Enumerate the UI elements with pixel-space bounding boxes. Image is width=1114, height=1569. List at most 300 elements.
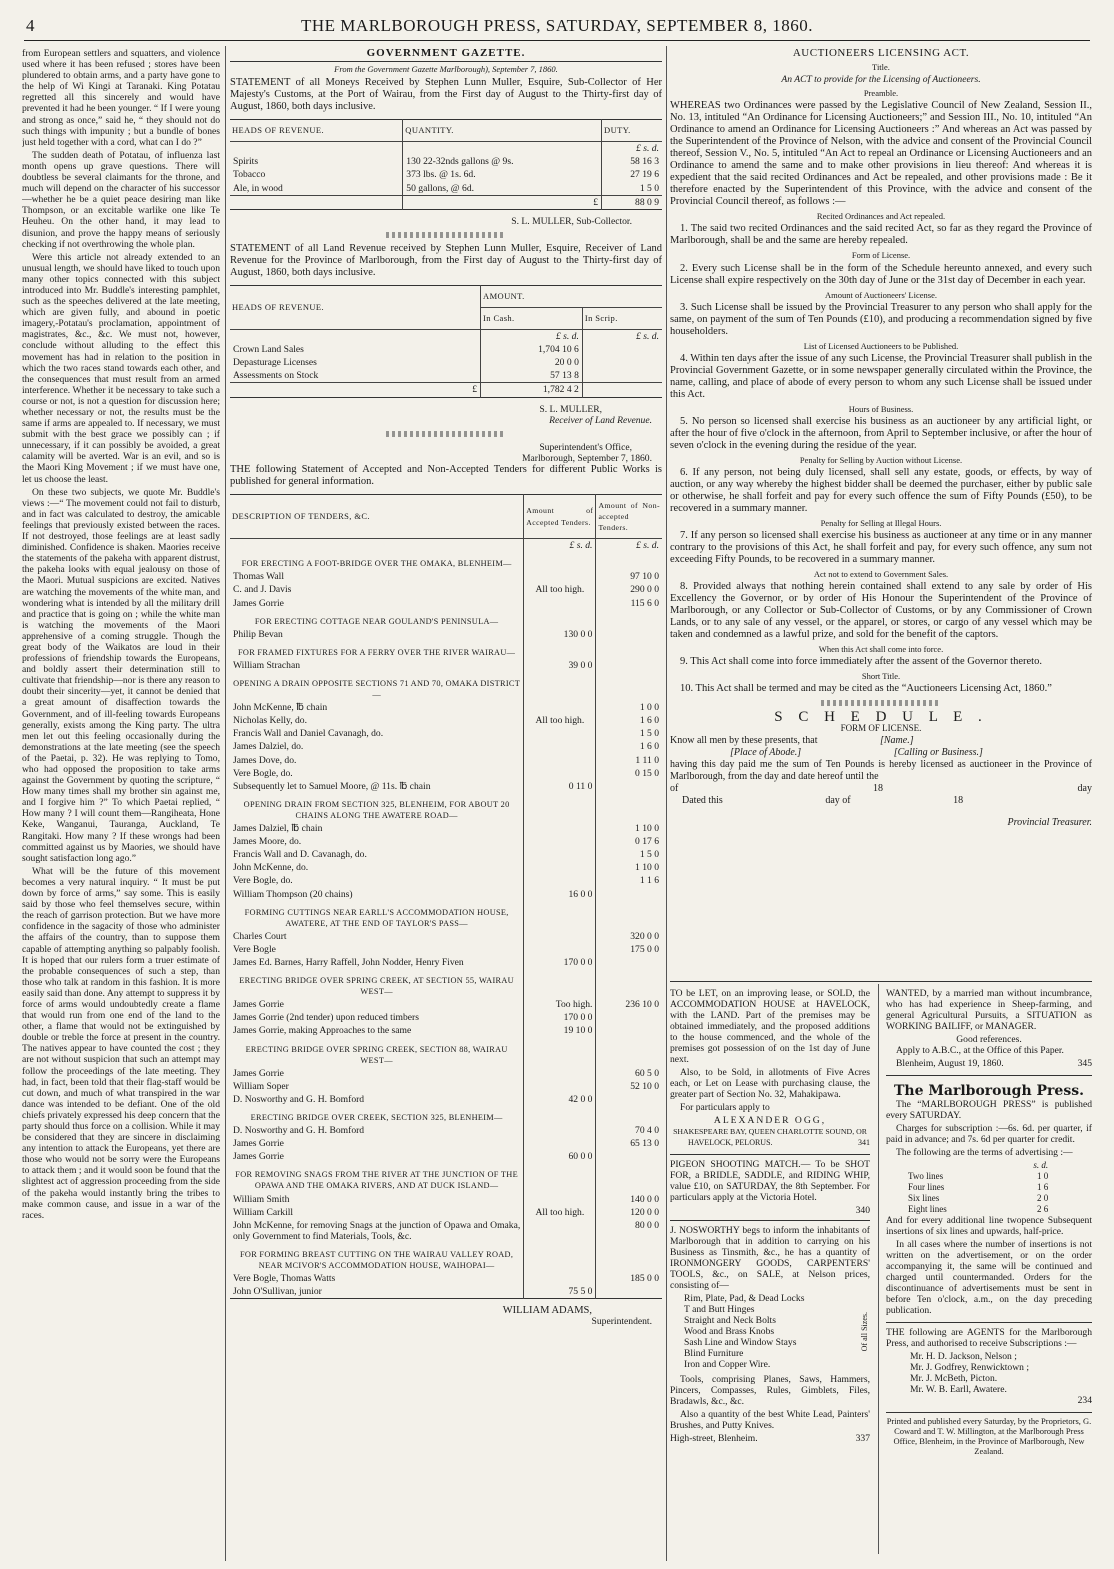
nonaccepted-cell: [596, 793, 662, 822]
nonaccepted-cell: 1 6 0: [596, 740, 662, 753]
nonaccepted-cell: [596, 969, 662, 998]
revenue-head: Ale, in wood: [233, 182, 283, 194]
nonaccepted-cell: [596, 1024, 662, 1037]
tender-section-title: FOR ERECTING COTTAGE NEAR GOULAND'S PENINSULA—: [254, 616, 499, 626]
tender-row: [230, 1024, 662, 1037]
rate-row: [906, 1204, 1050, 1215]
rate-lines: Four lines: [908, 1182, 945, 1192]
revenue-head: Spirits: [233, 156, 259, 168]
act-section: 6. If any person, not being duly licensed, shall sell any estate, goods, or effects, by way of auction, or any way whereby the highest bidder shall be deemed the purchaser, either by public sale or otherwise, he shall forfeit and pay for every such offence the sum of Fifty Pounds (£50), to be recovered in a summary manner.: [670, 466, 1092, 514]
ad-number: 345: [1077, 1058, 1092, 1069]
section-label: Form of License.: [851, 250, 911, 261]
press-notice-text: Charges for subscription :—6s. 6d. per quarter, if paid in advance; and 7s. 6d per quarter for credit.: [886, 1123, 1092, 1145]
accepted-cell: [524, 822, 596, 835]
nonaccepted-cell: 0 17 6: [596, 835, 662, 848]
nonaccepted-cell: [596, 1285, 662, 1299]
tender-section-title: OPENING A DRAIN OPPOSITE SECTIONS 71 AND 70, OMAKA DISTRICT—: [233, 679, 521, 700]
ads-rule: [670, 981, 1092, 982]
tenderer-name: Nicholas Kelly, do.: [233, 715, 307, 727]
tenderer-name: James Gorrie: [233, 1067, 284, 1079]
column-rule: [878, 984, 879, 1554]
license-text: day: [1077, 782, 1092, 794]
nonaccepted-cell: 1 6 0: [596, 714, 662, 727]
rate-price: 2 6: [1036, 1204, 1049, 1214]
tender-row: [230, 1093, 662, 1106]
tender-row: [230, 754, 662, 767]
goods-item: Straight and Neck Bolts: [684, 1315, 776, 1326]
article-paragraph: The sudden death of Potatau, of influenza last month opens up grave questions. There will doubtless be several claimants for the throne, and much will depend on the character of his successor—whether he be a quiet peace desiring man like Thompson, or an excitable warlike one like Te Heuheu. On the other hand, it may lead to disunion, and prove the happy means of seriously checking if not overthrowing the whole plan.: [22, 149, 220, 250]
tender-row: [230, 1067, 662, 1080]
nonaccepted-cell: 52 10 0: [596, 1080, 662, 1093]
tender-row: [230, 628, 662, 641]
tender-section-row: [230, 793, 662, 822]
rate-row: [906, 1182, 1050, 1193]
tender-section-title: FOR FRAMED FIXTURES FOR A FERRY OVER THE RIVER WAIRAU—: [238, 647, 516, 657]
article-paragraph: from European settlers and squatters, and violence used where it has been refused ; stores have been plundered to obtain arms, and a party have gone to the help of Wi Kingi at Taranaki. King Potatau regretted all this sincerely and would have prevented it had he been younger. “ If I were young and strong as once,” said he, “ they should not do such things with impunity ; but a bundle of bones just held together with a cord, what can I do ?”: [22, 48, 220, 148]
act-title: AUCTIONEERS LICENSING ACT.: [792, 48, 970, 59]
tender-section-title: ERECTING BRIDGE OVER SPRING CREEK, AT SECTION 55, WAIRAU WEST—: [239, 976, 514, 997]
revenue-head: Assessments on Stock: [233, 370, 319, 382]
nonaccepted-cell: 320 0 0: [596, 930, 662, 943]
table-row: [230, 155, 662, 168]
advertiser-address: SHAKESPEARE BAY, QUEEN CHARLOTTE SOUND, OR: [673, 1127, 867, 1136]
nonaccepted-cell: [596, 1093, 662, 1106]
accepted-cell: [524, 610, 596, 628]
tenderer-name: John McKenne, do.: [233, 862, 309, 874]
gazette-source: From the Government Gazette Marlborough), September 7, 1860.: [334, 64, 558, 75]
gazette-heading: GOVERNMENT GAZETTE.: [230, 48, 662, 62]
accepted-cell: 170 0 0: [524, 1011, 596, 1024]
nosworthy-ad: [670, 1220, 870, 1444]
currency-units: £ s. d.: [582, 330, 662, 344]
act-section: 10. This Act shall be termed and may be cited as the “Auctioneers Licensing Act, 1860.”: [680, 683, 1052, 695]
tender-row: [230, 998, 662, 1011]
land-total: 1,782 4 2: [481, 383, 583, 397]
tenderer-name: Subsequently let to Samuel Moore, @ 11s. ℔ chain: [233, 780, 431, 792]
accepted-cell: 0 11 0: [524, 780, 596, 793]
nonaccepted-cell: [596, 610, 662, 628]
page-number: 4: [26, 16, 35, 35]
tender-row: [230, 780, 662, 793]
act-section: 1. The said two recited Ordinances and the said recited Act, so far as they regard the Province of Marlborough, shall be and the same are hereby repealed.: [670, 223, 1092, 247]
tender-row: [230, 767, 662, 780]
accepted-cell: [524, 1163, 596, 1192]
tenderer-name: Vere Bogle, do.: [233, 767, 293, 779]
scrip-cell: [582, 369, 662, 383]
currency-units: £ s. d.: [602, 142, 662, 156]
act-sections: [670, 211, 1092, 695]
nonaccepted-cell: [596, 901, 662, 930]
tender-row: [230, 583, 662, 596]
pigeon-ad-text: PIGEON SHOOTING MATCH.— To be SHOT FOR, a BRIDLE, SADDLE, and RIDING WHIP, value £10, on SATURDAY, the 8th September. For particulars apply at the Victoria Hotel.: [670, 1159, 870, 1203]
quantity-cell: 50 gallons, @ 6d.: [403, 182, 602, 196]
rate-price: 1 0: [1036, 1171, 1049, 1181]
cash-cell: 57 13 8: [481, 369, 583, 383]
license-text: of: [670, 782, 679, 794]
ads-right-column: [886, 988, 1092, 1456]
tender-note: All too high.: [524, 714, 596, 727]
currency-units: £ s. d.: [524, 539, 596, 553]
wanted-ad-text: Apply to A.B.C., at the Office of this Paper.: [896, 1045, 1064, 1056]
rate-lines: Six lines: [908, 1193, 940, 1203]
scrip-cell: [582, 356, 662, 369]
tender-row: [230, 1080, 662, 1093]
tender-row: [230, 1219, 662, 1243]
goods-item: T and Butt Hinges: [684, 1304, 755, 1315]
tenderer-name: C. and J. Davis: [233, 584, 292, 596]
tender-row: [230, 701, 662, 714]
tender-row: [230, 888, 662, 901]
press-notice-text: And for every additional line twopence Subsequent insertions of six lines and upwards, half-price.: [886, 1215, 1092, 1237]
tender-row: [230, 1285, 662, 1299]
accepted-cell: [524, 1193, 596, 1206]
tender-note: All too high.: [524, 1206, 596, 1219]
tenderer-name: Vere Bogle, do.: [233, 875, 293, 887]
rate-price: 1 6: [1036, 1182, 1049, 1192]
column-rule: [225, 46, 226, 1561]
tender-section-row: [230, 969, 662, 998]
tender-row: [230, 943, 662, 956]
tenderer-name: James Gorrie (2nd tender) upon reduced timbers: [233, 1012, 419, 1024]
license-text: 18: [872, 782, 883, 794]
goods-item: Blind Furniture: [684, 1348, 744, 1359]
masthead: [24, 10, 1090, 41]
section-label: Recited Ordinances and Act repealed.: [816, 211, 946, 222]
currency-units: £ s. d.: [596, 539, 662, 553]
accepted-cell: 39 0 0: [524, 659, 596, 672]
press-logo: The Marlborough Press.: [894, 1083, 1084, 1099]
tender-row: [230, 848, 662, 861]
accepted-cell: [524, 969, 596, 998]
nonaccepted-cell: 65 13 0: [596, 1137, 662, 1150]
tender-section-row: [230, 1163, 662, 1192]
tender-row: [230, 597, 662, 610]
nonaccepted-cell: [596, 1243, 662, 1272]
nonaccepted-cell: 236 10 0: [596, 998, 662, 1011]
accepted-cell: 60 0 0: [524, 1150, 596, 1163]
license-placeholder: [Place of Abode.]: [730, 746, 802, 758]
accepted-cell: 19 10 0: [524, 1024, 596, 1037]
accepted-cell: [524, 641, 596, 659]
goods-item: Wood and Brass Knobs: [684, 1326, 775, 1337]
currency-units: s. d.: [1033, 1160, 1049, 1170]
tender-row: [230, 1011, 662, 1024]
col-header: DESCRIPTION OF TENDERS, &C.: [230, 494, 524, 538]
advertiser-address: High-street, Blenheim.: [670, 1433, 758, 1444]
nonaccepted-cell: [596, 1150, 662, 1163]
article-column: [22, 48, 220, 1558]
accepted-cell: [524, 901, 596, 930]
tenderer-name: D. Nosworthy and G. H. Bomford: [233, 1093, 365, 1105]
nonaccepted-cell: 80 0 0: [596, 1219, 662, 1243]
tenderer-name: Thomas Wall: [233, 571, 285, 583]
accepted-cell: [524, 1124, 596, 1137]
tenderer-name: William Smith: [233, 1193, 290, 1205]
tender-section-title: ERECTING BRIDGE OVER CREEK, SECTION 325, BLENHEIM—: [250, 1113, 503, 1122]
col-header: Amount of Non-accepted Tenders.: [596, 494, 662, 538]
tenderer-name: John McKenne, ℔ chain: [233, 702, 328, 714]
ad-number: 337: [855, 1433, 870, 1444]
article-paragraph: What will be the future of this movement becomes a very natural inquiry. “ It must be put down by force of arms,” say some. This is easily said by those who feel themselves secure, within the reach of garrison protection. But we have more confidence in the sagacity of those who administer the affairs of the country, than to suppose them capable of attempting anything so palpably foolish. It is hoped that our rulers form a truer estimate of the probable consequences of such a step, than those who talk at random in this fashion. It is more easily said than done. Any attempt to suppress it by force of arms would undoubtedly create a flame that would run from one end of the land to the other, a flame that would not be extinguished by double or treble the force at present in the country. The natives appear to have counted the cost ; they are not without suspicion that such an attempt may follow the proceedings of the late meeting. They had, in fact, been told that their flag-staff would be cut down, and much of what transpired in the war dance was intended to be defiant. One of the old chiefs privately expressed his deep concern that the party should thus force on a collision. While it may be considered that they are sincere in disclaiming any intention to attack the Europeans, yet there are those who would not be sorry were the Europeans to attack them ; and it would soon be found that the slightest act of aggression proceeding from the side of the pakeha would instantly bring the tribes to make common cause, and issue in a war of the races.: [22, 865, 220, 1221]
act-label: Preamble.: [863, 88, 899, 99]
wanted-ad-text: Good references.: [956, 1034, 1022, 1045]
nonaccepted-cell: 70 4 0: [596, 1124, 662, 1137]
tender-note: All too high.: [524, 583, 596, 596]
signature-name: WILLIAM ADAMS,: [502, 1305, 592, 1317]
nonaccepted-cell: 1 11 0: [596, 754, 662, 767]
tenderer-name: D. Nosworthy and G. H. Bomford: [233, 1125, 365, 1137]
ad-number: 234: [1077, 1395, 1092, 1406]
nonaccepted-cell: [596, 672, 662, 701]
duty-cell: 27 19 6: [602, 168, 662, 181]
license-placeholder: [Calling or Business.]: [893, 746, 983, 758]
accepted-cell: [524, 727, 596, 740]
tender-section-row: [230, 901, 662, 930]
signature-title: Provincial Treasurer.: [1007, 816, 1092, 828]
accepted-cell: 130 0 0: [524, 628, 596, 641]
divider: [386, 431, 506, 437]
act-subtitle: An ACT to provide for the Licensing of Auctioneers.: [781, 74, 981, 86]
land-revenue-table: [230, 285, 662, 398]
press-notice-text: In all cases where the number of insertions is not written on the advertisement, or on the order accompanying it, the same will be continued and charged until countermanded. Orders for the discontinuance of advertisements must be sent in before Ten o'clock, a.m., on the day preceding publication.: [886, 1239, 1092, 1316]
tenderer-name: William Strachan: [233, 659, 301, 671]
rate-row: [906, 1193, 1050, 1204]
tenderer-name: James Dalziel, do.: [233, 741, 304, 753]
act-section: 2. Every such License shall be in the form of the Schedule hereunto annexed, and every such License shall expire respectively on the 30th day of June or the 31st day of December in each year.: [670, 262, 1092, 286]
customs-statement: STATEMENT of all Moneys Received by Stephen Lunn Muller, Esquire, Sub-Collector of Her Majesty's Customs, at the Port of Wairau, from the First day of August to the Thirty-first day of August, 1860, both days inclusive.: [230, 77, 662, 113]
quantity-cell: 373 lbs. @ 1s. 6d.: [403, 168, 602, 181]
accepted-cell: 75 5 0: [524, 1285, 596, 1299]
tenderer-name: Philip Bevan: [233, 628, 283, 640]
accepted-cell: [524, 848, 596, 861]
accepted-cell: [524, 835, 596, 848]
land-revenue-statement: STATEMENT of all Land Revenue received by Stephen Lunn Muller, Esquire, Receiver of Land Revenue for the Province of Marlborough, from the First day of August to the Thirty-first day of August, 1860, both days inclusive.: [230, 242, 662, 278]
tenderer-name: James Gorrie: [233, 1138, 284, 1150]
tenderer-name: John McKenne, for removing Snags at the junction of Opawa and Omaka, only Government to find Materials, Tools, &c.: [233, 1219, 521, 1242]
nonaccepted-cell: 1 10 0: [596, 861, 662, 874]
duty-cell: 58 16 3: [602, 155, 662, 168]
nonaccepted-cell: [596, 659, 662, 672]
act-section: 3. Such License shall be issued by the Provincial Treasurer to any person who shall apply for the same, on payment of the sum of Ten Pounds (£10), and producing a recommendation signed by five householders.: [670, 301, 1092, 337]
tender-section-row: [230, 641, 662, 659]
press-notice-text: The following are the terms of advertising :—: [896, 1147, 1073, 1158]
nonaccepted-cell: 1 10 0: [596, 822, 662, 835]
tender-section-row: [230, 552, 662, 570]
article-paragraph: On these two subjects, we quote Mr. Buddle's views :—“ The movement could not fail to disturb, and in fact was calculated to destroy, the amicable feelings that previously existed between the races. If not destroyed, those feelings are at least sadly diminished. Confidence is shaken. Maories receive the statements of the pakeha with apparent distrust, the pakeha looks with equal jealousy on those of the Maori. Mutual suspicions are excited. Natives are watching the movements of the white man, and wondering what is intended by all the military drill and practice that is going on ; while the white man is watching the movements of the Maori apprehensive of a coming struggle. Though the great body of the Waikatos are loud in their professions of friendship towards the Europeans, and boldly assert their determination still to cultivate that friendship—nor is there any reason to doubt their sincerity—yet, it cannot be denied that a great amount of disaffection towards the Government, and of ill-feeling towards Europeans generally, exists among the King party. The ultra men let out this feeling occasionally during the demonstrations at the late meeting (see the speech of the Paetai, p. 32). He was replying to Tomo, who had opposed the proposition to take arms against the Government by quoting the scripture, “ How many times shall my brother sin against me, and I forgive him ?” To which Paetai replied, “ How many ? I will count them—Rangiheata, Hone Keke, Wanganui, Tauranga, Auckland, Te Rangitaki. How many ? If these wrongs had been committed against us by Maories, we should have sought satisfaction long ago.”: [22, 486, 220, 864]
tender-row: [230, 727, 662, 740]
tender-row: [230, 874, 662, 887]
customs-revenue-table: [230, 119, 662, 210]
license-form: [670, 735, 1092, 829]
agents-notice: [886, 1322, 1092, 1406]
rate-row: [906, 1171, 1050, 1182]
tender-section-row: [230, 610, 662, 628]
imprint: Printed and published every Saturday, by the Proprietors, G. Coward and T. W. Millington, at the Marlborough Press Office, Blenheim, in the Province of Marlborough, New Zealand.: [886, 1412, 1092, 1456]
tender-row: [230, 659, 662, 672]
signature-title: Superintendent.: [591, 1316, 652, 1328]
tolet-ad-text: For particulars apply to: [680, 1102, 770, 1113]
agent-item: Mr. J. Godfrey, Renwicktown ;: [910, 1362, 1030, 1373]
tender-section-row: [230, 1038, 662, 1067]
advertiser-name: ALEXANDER OGG,: [713, 1115, 827, 1126]
revenue-head: Crown Land Sales: [233, 344, 304, 356]
col-header: In Scrip.: [582, 307, 662, 329]
nonaccepted-cell: [596, 1011, 662, 1024]
total-symbol: £: [403, 195, 602, 209]
license-text: having this day paid me the sum of Ten Pounds is hereby licensed as auctioneer in the Province of Marlborough, from the day and date hereof until the: [670, 758, 1092, 782]
act-section: 7. If any person so licensed shall exercise his business as auctioneer at any time or in any manner contrary to the provisions of this Act, he shall forfeit and pay, for every such offence, any sum not exceeding Fifty Pounds, to be recovered in a summary manner.: [670, 530, 1092, 566]
rate-lines: Eight lines: [908, 1204, 947, 1214]
nonaccepted-cell: 1 1 6: [596, 874, 662, 887]
tender-section-title: FOR FORMING BREAST CUTTING ON THE WAIRAU VALLEY ROAD, NEAR MCIVOR'S ACCOMMODATION HOUSE, WAIHOPAI—: [240, 1249, 514, 1271]
nonaccepted-cell: 60 5 0: [596, 1067, 662, 1080]
tender-row: [230, 835, 662, 848]
nonaccepted-cell: 290 0 0: [596, 583, 662, 596]
signature-name: S. L. MULLER,: [539, 403, 602, 415]
tender-row: [230, 1137, 662, 1150]
tender-section-row: [230, 1243, 662, 1272]
tenders-table: [230, 494, 662, 1299]
tender-row: [230, 861, 662, 874]
tenderer-name: William Thompson (20 chains): [233, 888, 353, 900]
nonaccepted-cell: 97 10 0: [596, 570, 662, 583]
nonaccepted-cell: [596, 552, 662, 570]
signature-title: Receiver of Land Revenue.: [549, 414, 652, 426]
accepted-cell: [524, 1038, 596, 1067]
ad-rates-table: [906, 1160, 1050, 1215]
tender-section-title: FOR REMOVING SNAGS FROM THE RIVER AT THE JUNCTION OF THE OPAWA AND THE OMAKA RIVERS, AND AT DUCK ISLAND—: [235, 1170, 518, 1191]
gazette-column: [230, 48, 662, 1558]
table-row: [230, 168, 662, 181]
act-section: 4. Within ten days after the issue of any such License, the Provincial Treasurer shall publish in the Provincial Government Gazette, or in some newspaper generally circulated within the Province, the name, calling, and place of abode of every person to whom any such License shall be issued under this Act.: [670, 352, 1092, 400]
duty-cell: 1 5 0: [602, 182, 662, 196]
newspaper-title: THE MARLBOROUGH PRESS, SATURDAY, SEPTEMBER 8, 1860.: [301, 16, 813, 35]
office-line: Superintendent's Office,: [539, 441, 632, 453]
tender-row: [230, 740, 662, 753]
article-paragraph: Were this article not already extended to an unusual length, we should have liked to touch upon many other topics connected with this subject introduced into Mr. Buddle's interesting pamphlet, such as the speeches delivered at the late meeting, which are given fully, and abound in poetic imagery,-Potatau's proclamation, appointment of magistrates, &c., &c. We must not, however, conclude without alluding to the effect this movement has had in relation to the position in which the two races stand towards each other, and the consequences that must result from an armed interference. Whether it be necessary to take such a course or not, is not a question for discussion here; whether necessary or not, the results must be the same if arms are appealed to. If necessary, we must submit with the best grace we possibly can ; if unnecessary, if it can possibly be avoided, a great calamity will be averted. War is an evil, and so is the Maori King Movement ; if we must have one, let us choose the least.: [22, 251, 220, 485]
nonaccepted-cell: [596, 888, 662, 901]
tender-row: [230, 822, 662, 835]
tenderer-name: James Ed. Barnes, Harry Raffell, John Nodder, Henry Fiven: [233, 956, 464, 968]
nonaccepted-cell: 120 0 0: [596, 1206, 662, 1219]
accepted-cell: [524, 672, 596, 701]
tenders-intro: THE following Statement of Accepted and Non-Accepted Tenders for different Public Works is published for general information.: [230, 463, 662, 487]
ad-date: Blenheim, August 19, 1860.: [896, 1058, 1004, 1069]
nosworthy-ad-text: J. NOSWORTHY begs to inform the inhabitants of Marlborough that in addition to carrying on his Business as Tinsmith, &c., he has a quantity of IRONMONGERY GOODS, CARPENTERS' TOOLS, &c., on SALE, at Nelson prices, consisting of—: [670, 1225, 870, 1291]
act-section: 5. No person so licensed shall exercise his business as an auctioneer by any artificial light, or after the hour of five o'clock in the afternoon, from April to September inclusive, or after the hour of seven o'clock in the evening during the residue of the year.: [670, 415, 1092, 451]
revenue-head: Tobacco: [233, 169, 266, 181]
rate-lines: Two lines: [908, 1171, 944, 1181]
tender-row: [230, 1193, 662, 1206]
tenderer-name: James Gorrie: [233, 597, 284, 609]
nonaccepted-cell: [596, 956, 662, 969]
agent-item: Mr. W. B. Earll, Awatere.: [910, 1384, 1007, 1395]
nonaccepted-cell: 1 5 0: [596, 848, 662, 861]
tender-row: [230, 956, 662, 969]
act-label: Title.: [872, 62, 890, 73]
nonaccepted-cell: 115 6 0: [596, 597, 662, 610]
accepted-cell: [524, 793, 596, 822]
divider: [821, 700, 941, 706]
scrip-cell: [582, 343, 662, 356]
table-row: [230, 369, 662, 383]
sizes-note: Of all Sizes.: [860, 1311, 869, 1352]
license-text: Know all men by these presents, that: [670, 734, 818, 746]
tenderer-name: Francis Wall and Daniel Cavanagh, do.: [233, 728, 384, 740]
accepted-cell: [524, 701, 596, 714]
revenue-head: Depasturage Licenses: [233, 357, 317, 369]
column-rule: [666, 46, 667, 1561]
section-label: Penalty for Selling at Illegal Hours.: [820, 517, 942, 528]
advertiser-address: HAVELOCK, PELORUS.: [688, 1138, 773, 1147]
nonaccepted-cell: 185 0 0: [596, 1272, 662, 1285]
col-header: HEADS OF REVENUE.: [230, 285, 481, 329]
tolet-ad: TO be LET, on an improving lease, or SOLD, the ACCOMMODATION HOUSE at HAVELOCK, with the LAND. Part of the premises may be obtained immediately, and the proposed additions to the house commenced, and the whole of the premises got possession of on the 1st day of June next.: [670, 988, 870, 1065]
col-header: HEADS OF REVENUE.: [230, 120, 403, 142]
tenderer-name: Francis Wall and D. Cavanagh, do.: [233, 849, 367, 861]
accepted-cell: [524, 740, 596, 753]
tenderer-name: William Carkill: [233, 1206, 294, 1218]
accepted-cell: [524, 1219, 596, 1243]
press-notice-text: The “MARLBOROUGH PRESS” is published every SATURDAY.: [886, 1099, 1092, 1121]
tender-row: [230, 1124, 662, 1137]
agent-item: Mr. J. McBeth, Picton.: [910, 1373, 998, 1384]
goods-item: Iron and Copper Wire.: [684, 1359, 771, 1370]
tenderer-name: William Soper: [233, 1080, 289, 1092]
license-text: Dated this: [682, 794, 723, 806]
tenderer-name: James Dalziel, ℔ chain: [233, 823, 323, 835]
tenderer-name: Vere Bogle: [233, 943, 276, 955]
schedule-title: S C H E D U L E .: [774, 709, 988, 726]
nosworthy-ad-text: Also a quantity of the best White Lead, Painters' Brushes, and Putty Knives.: [670, 1409, 870, 1431]
tender-row: [230, 1150, 662, 1163]
tenderer-name: James Gorrie: [233, 999, 284, 1011]
accepted-cell: [524, 1243, 596, 1272]
cash-cell: 20 0 0: [481, 356, 583, 369]
pigeon-ad: [670, 1154, 870, 1216]
col-header: AMOUNT.: [481, 285, 662, 307]
tender-section-title: OPENING DRAIN FROM SECTION 325, BLENHEIM, FOR ABOUT 20 CHAINS ALONG THE AWATERE ROAD—: [243, 799, 510, 820]
rate-price: 2 0: [1036, 1193, 1049, 1203]
nonaccepted-cell: [596, 780, 662, 793]
goods-item: Rim, Plate, Pad, & Dead Locks: [684, 1293, 805, 1304]
accepted-cell: Too high.: [524, 998, 596, 1011]
goods-item: Sash Line and Window Stays: [684, 1337, 797, 1348]
col-header: Amount of Accepted Tenders.: [524, 494, 596, 538]
tender-section-title: FORMING CUTTINGS NEAR EARLL'S ACCOMMODATION HOUSE, AWATERE, AT THE END OF TAYLOR'S PASS—: [244, 907, 509, 928]
tender-section-row: [230, 1106, 662, 1124]
schedule-subtitle: FORM OF LICENSE.: [840, 723, 922, 734]
accepted-cell: [524, 1272, 596, 1285]
section-label: When this Act shall come into force.: [818, 644, 944, 655]
act-preamble: WHEREAS two Ordinances were passed by the Legislative Council of New Zealand, Session II., No. 13, intituled “An Ordinance for Licensing Auctioneers;” and Session III., No. 10, intituled “An Ordinance to amend an Ordinance for Licensing Auctioneers :” And whereas an Act was passed by the Superintendent of the Province of Nelson, with the advice and consent of the Provincial Council thereof, Session V., No. 5, intituled “An Act to repeal an Ordinance or Licensing Auctioneers and an Ordinance to amend the same and to make other provisions in lieu thereof: And whereas it is expedient that the said recited Ordinances and Act be repealed, and other provisions made : Be it therefore enacted by the Superintendent of this Province, with the advice and consent of the Provincial Council thereof, as follows :—: [670, 100, 1092, 208]
accepted-cell: [524, 767, 596, 780]
license-text: 18: [953, 794, 964, 806]
wanted-ad: WANTED, by a married man without incumbrance, who has had experience in Sheep-farming, and general Agricultural Pursuits, a SITUATION as WORKING BAILIFF, or MANAGER.: [886, 988, 1092, 1032]
license-placeholder: [Name.]: [879, 734, 914, 746]
tenderer-name: James Gorrie: [233, 1151, 284, 1163]
nonaccepted-cell: 0 15 0: [596, 767, 662, 780]
divider: [386, 232, 506, 238]
ads-left-column: [670, 988, 870, 1444]
accepted-cell: [524, 597, 596, 610]
tender-section-row: [230, 672, 662, 701]
tender-row: [230, 1272, 662, 1285]
table-row: [230, 356, 662, 369]
nonaccepted-cell: 140 0 0: [596, 1193, 662, 1206]
nonaccepted-cell: [596, 1038, 662, 1067]
tender-section-title: FOR ERECTING A FOOT-BRIDGE OVER THE OMAKA, BLENHEIM—: [241, 559, 512, 569]
